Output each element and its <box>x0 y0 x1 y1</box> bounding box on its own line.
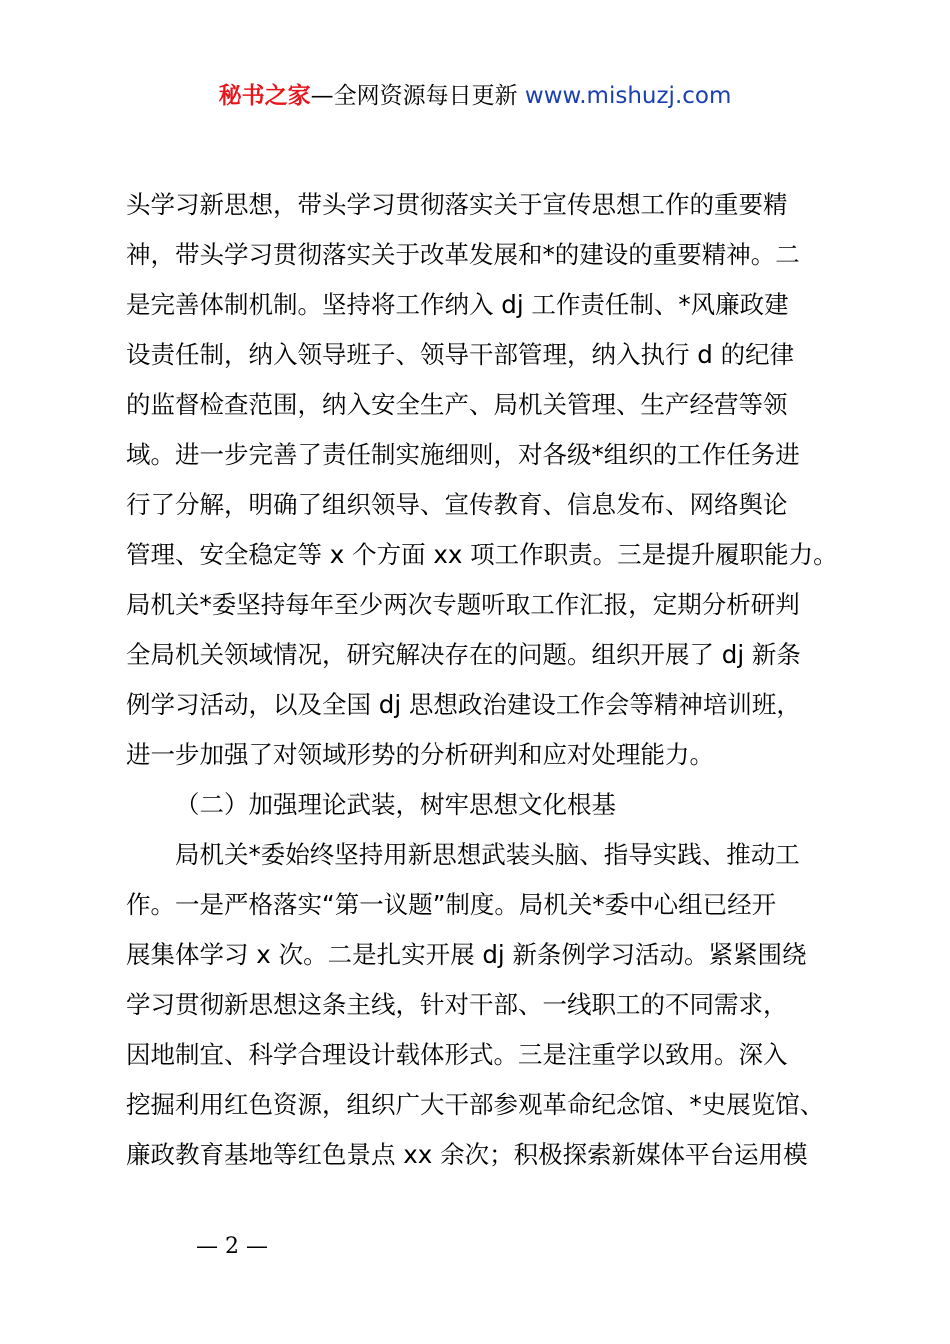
document-body <box>126 180 846 1180</box>
header-url[interactable]: www.mishuzj.com <box>524 83 732 109</box>
body-line: 头学习新思想，带头学习贯彻落实关于宣传思想工作的重要精 <box>126 190 788 219</box>
body-line: 例学习活动，以及全国 dj 思想政治建设工作会等精神培训班， <box>126 690 801 719</box>
body-line: 展集体学习 x 次。二是扎实开展 dj 新条例学习活动。紧紧围绕 <box>126 940 807 969</box>
body-line: 管理、安全稳定等 x 个方面 xx 项工作职责。三是提升履职能力。 <box>126 540 838 569</box>
body-line: 学习贯彻新思想这条主线，针对干部、一线职工的不同需求， <box>126 990 788 1019</box>
header-brand: 秘书之家 <box>218 83 311 109</box>
body-line: 神，带头学习贯彻落实关于改革发展和*的建设的重要精神。二 <box>126 240 800 269</box>
body-line: 作。一是严格落实“第一议题”制度。局机关*委中心组已经开 <box>126 890 777 919</box>
site-header <box>0 80 950 112</box>
section-heading: （二）加强理论武装，树牢思想文化根基 <box>175 790 616 819</box>
body-line: 行了分解，明确了组织领导、宣传教育、信息发布、网络舆论 <box>126 490 788 519</box>
body-line: 全局机关领域情况，研究解决存在的问题。组织开展了 dj 新条 <box>126 640 801 669</box>
body-line: 局机关*委始终坚持用新思想武装头脑、指导实践、推动工 <box>175 840 800 869</box>
body-line: 廉政教育基地等红色景点 xx 余次；积极探索新媒体平台运用模 <box>126 1140 808 1169</box>
body-line: 设责任制，纳入领导班子、领导干部管理，纳入执行 d 的纪律 <box>126 340 795 369</box>
body-line: 域。进一步完善了责任制实施细则，对各级*组织的工作任务进 <box>126 440 800 469</box>
body-line: 进一步加强了对领域形势的分析研判和应对处理能力。 <box>126 740 714 769</box>
page-number: — 2 — <box>196 1234 268 1259</box>
header-slogan: —全网资源每日更新 <box>310 83 518 109</box>
body-line: 局机关*委坚持每年至少两次专题听取工作汇报，定期分析研判 <box>126 590 800 619</box>
body-line: 挖掘利用红色资源，组织广大干部参观革命纪念馆、*史展览馆、 <box>126 1090 825 1119</box>
body-line: 是完善体制机制。坚持将工作纳入 dj 工作责任制、*风廉政建 <box>126 290 789 319</box>
body-line: 的监督检查范围，纳入安全生产、局机关管理、生产经营等领 <box>126 390 788 419</box>
body-line: 因地制宜、科学合理设计载体形式。三是注重学以致用。深入 <box>126 1040 788 1069</box>
